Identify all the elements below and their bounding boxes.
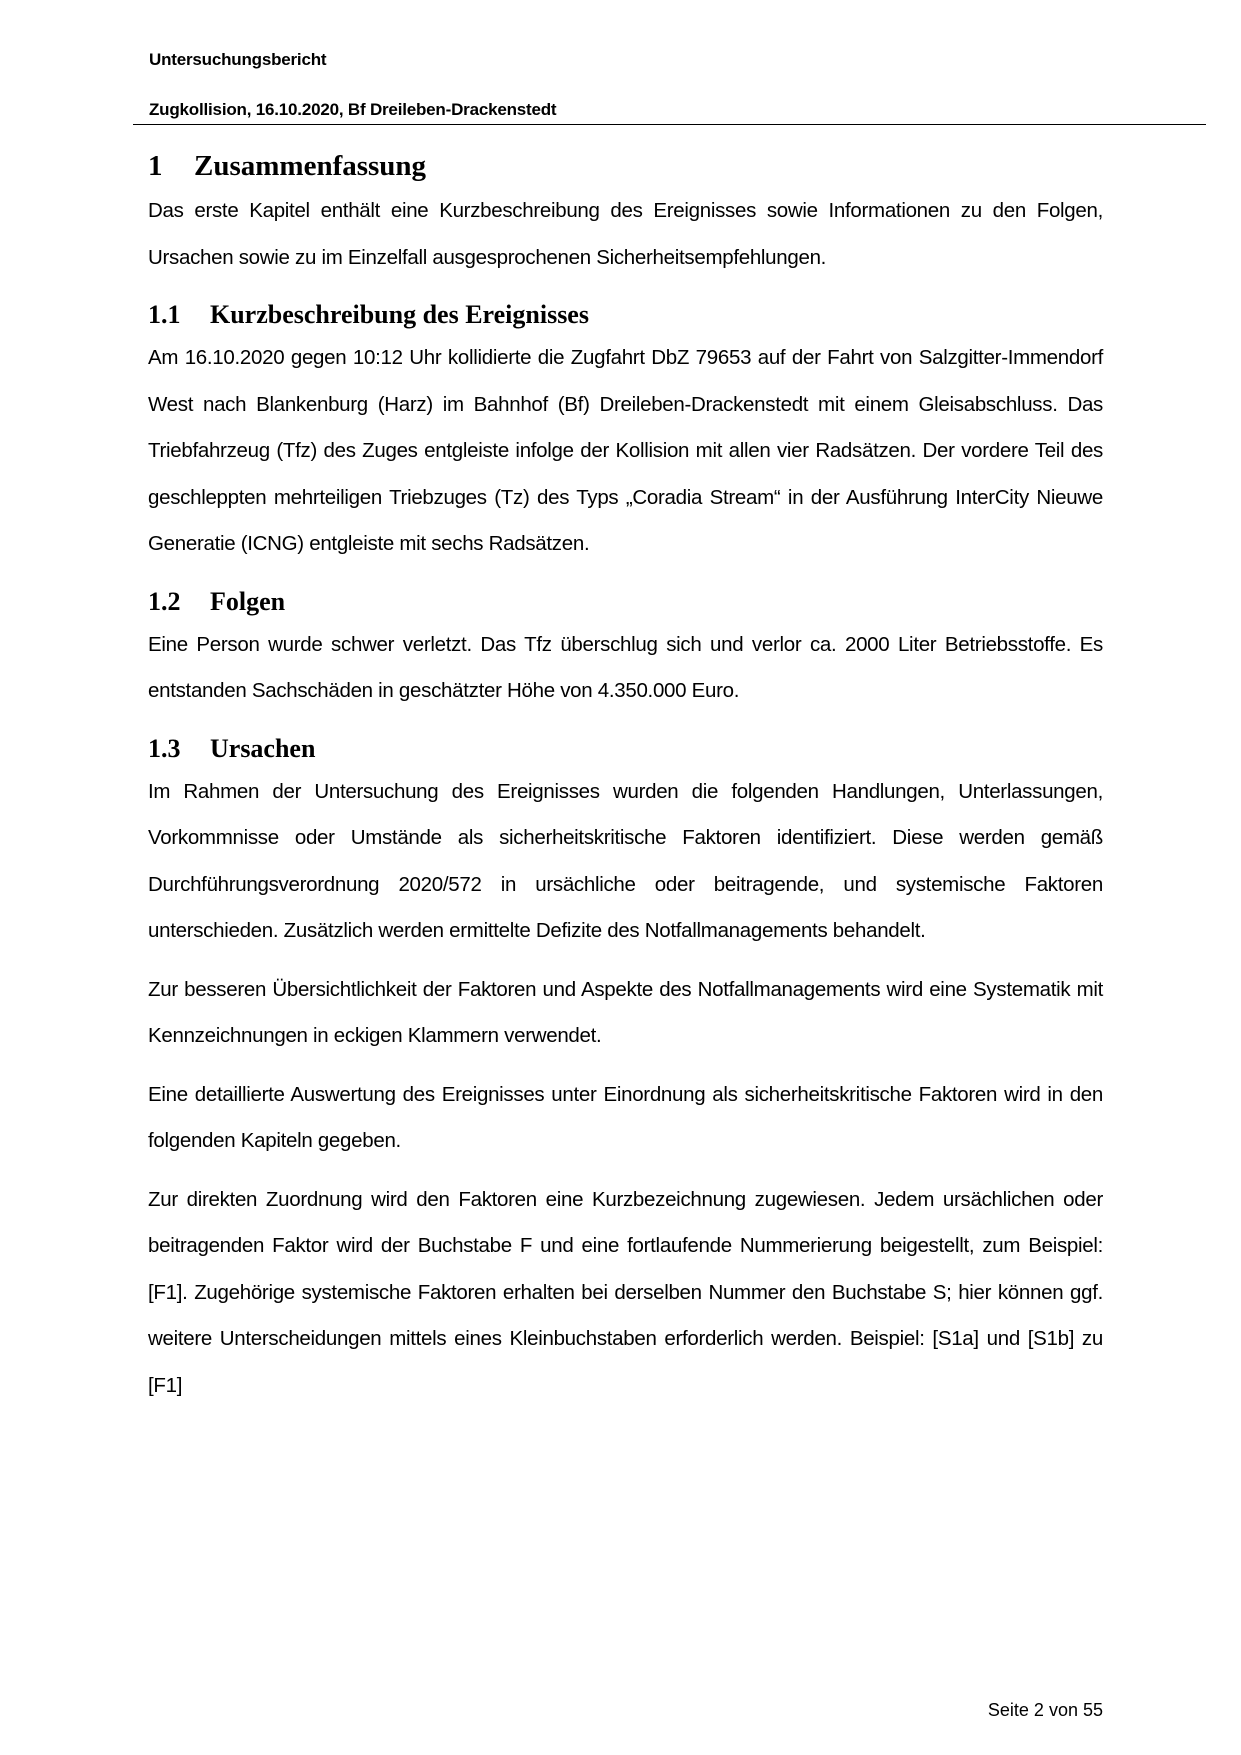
section-number: 1.1	[148, 300, 181, 329]
running-header-title: Untersuchungsbericht	[149, 50, 327, 69]
section-number: 1	[148, 150, 163, 182]
section-number: 1.2	[148, 586, 181, 616]
paragraph: Eine Person wurde schwer verletzt. Das Tfz überschlug sich und verlor ca. 2000 Liter Betriebsstoffe. Es entstanden Sachschäden in geschätzter Höhe von 4.350.000 Euro.	[148, 632, 1103, 702]
section-heading-1-1	[148, 295, 1103, 335]
paragraph: Im Rahmen der Untersuchung des Ereignisses wurden die folgenden Handlungen, Unterlassungen, Vorkommnisse oder Umstände als sicherheitskritische Faktoren identifiziert. Diese werden gemäß Durchführungsverordnung 2020/572 in ursächliche oder beitragende, und systemische Faktoren unterschieden. Zusätzlich werden ermittelte Defizite des Notfallmanagements behandelt.	[148, 779, 1103, 942]
section-heading-1	[148, 146, 1103, 186]
header-divider	[133, 124, 1206, 125]
section-title: Zusammenfassung	[194, 150, 427, 182]
section-title: Ursachen	[210, 733, 316, 763]
paragraph: Am 16.10.2020 gegen 10:12 Uhr kollidierte die Zugfahrt DbZ 79653 auf der Fahrt von Salzgitter-Immendorf West nach Blankenburg (Harz) im Bahnhof (Bf) Dreileben-Drackenstedt mit einem Gleisabschluss. Das Triebfahrzeug (Tfz) des Zuges entgleiste infolge der Kollision mit allen vier Radsätzen. Der vordere Teil des geschleppten mehrteiligen Triebzuges (Tz) des Typs „Coradia Stream“ in der Ausführung InterCity Nieuwe Generatie (ICNG) entgleiste mit sechs Radsätzen.	[148, 346, 1103, 555]
section-heading-1-2	[148, 582, 1103, 622]
section-number: 1.3	[148, 733, 181, 763]
running-header-subtitle: Zugkollision, 16.10.2020, Bf Dreileben-Drackenstedt	[149, 100, 557, 119]
section-title: Folgen	[210, 586, 286, 616]
paragraph: Zur direkten Zuordnung wird den Faktoren eine Kurzbezeichnung zugewiesen. Jedem ursächlichen oder beitragenden Faktor wird der Buchstabe F und eine fortlaufende Nummerierung beigestellt, zum Beispiel: [F1]. Zugehörige systemische Faktoren erhalten bei derselben Nummer den Buchstabe S; hier können ggf. weitere Unterscheidungen mittels eines Kleinbuchstaben erforderlich werden. Beispiel: [S1a] und [S1b] zu [F1]	[148, 1187, 1103, 1397]
paragraph: Eine detaillierte Auswertung des Ereignisses unter Einordnung als sicherheitskritische Faktoren wird in den folgenden Kapiteln gegeben.	[148, 1082, 1103, 1152]
page-content	[148, 146, 1103, 1409]
section-title: Kurzbeschreibung des Ereignisses	[210, 300, 589, 329]
section-heading-1-3	[148, 729, 1103, 769]
page-number: Seite 2 von 55	[987, 1700, 1103, 1720]
paragraph: Das erste Kapitel enthält eine Kurzbeschreibung des Ereignisses sowie Informationen zu den Folgen, Ursachen sowie zu im Einzelfall ausgesprochenen Sicherheitsempfehlungen.	[148, 199, 1103, 269]
paragraph: Zur besseren Übersichtlichkeit der Faktoren und Aspekte des Notfallmanagements wird eine Systematik mit Kennzeichnungen in eckigen Klammern verwendet.	[148, 977, 1103, 1047]
